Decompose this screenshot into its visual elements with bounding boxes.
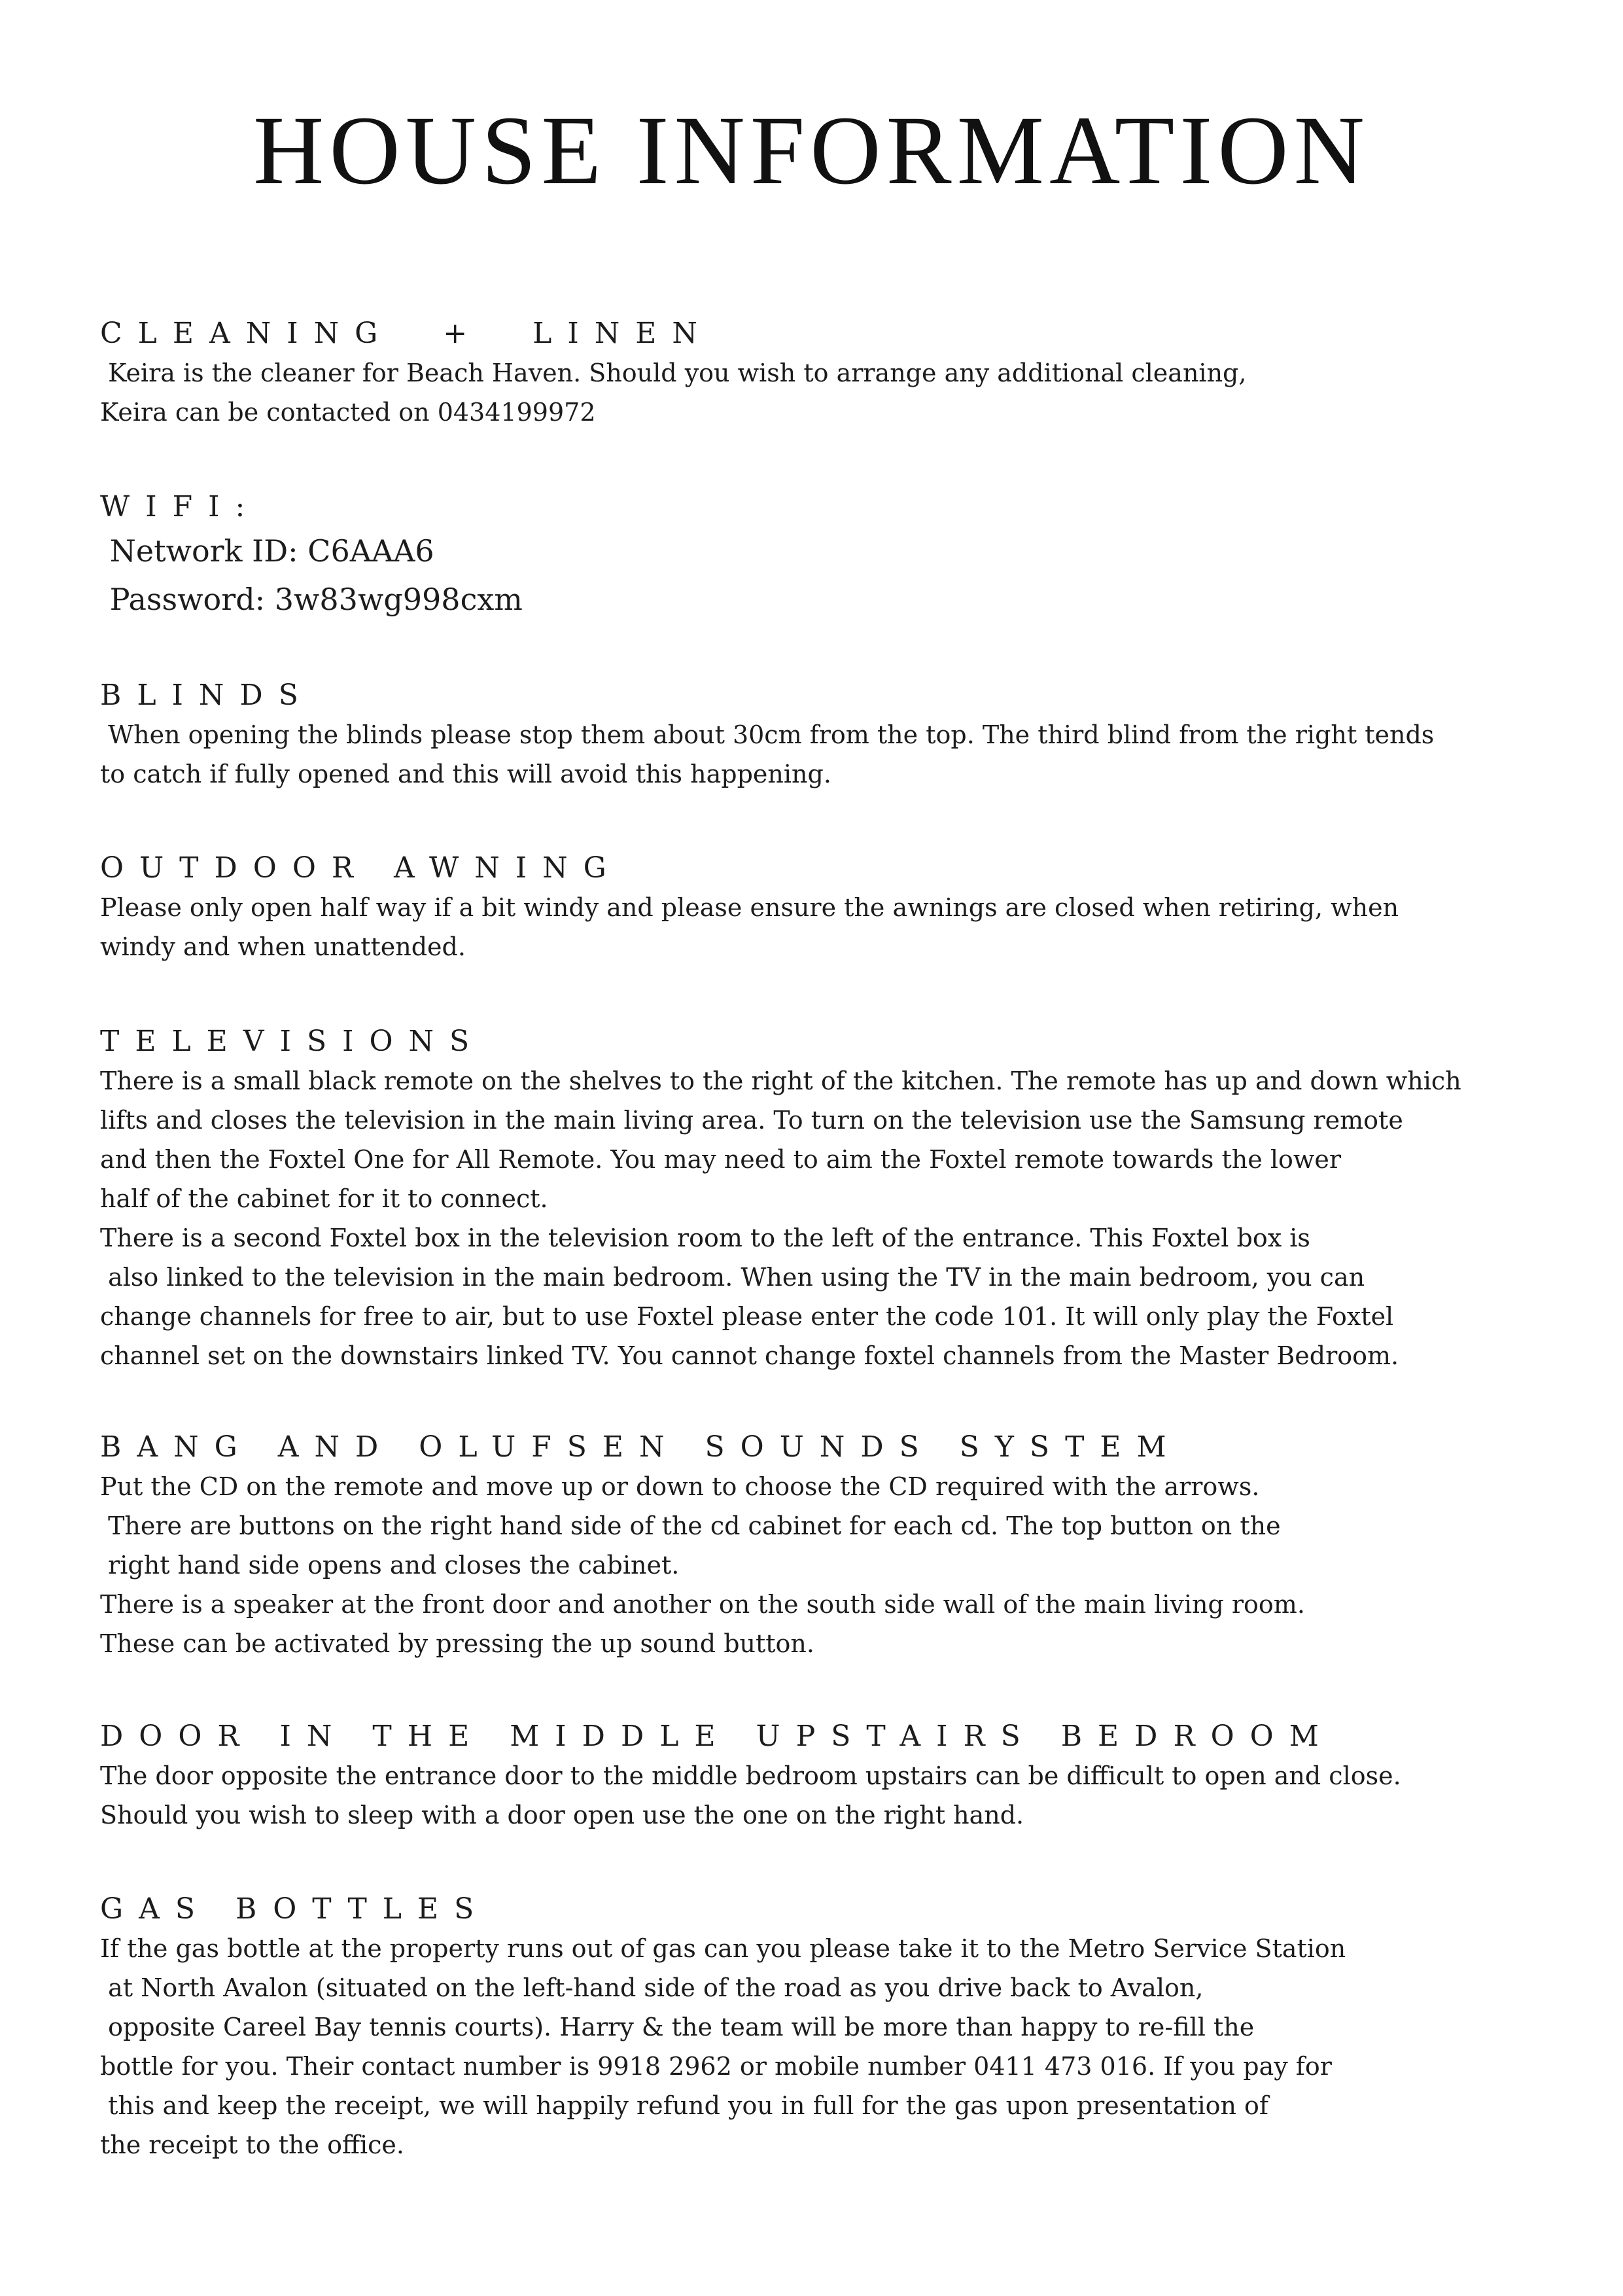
paragraph-line: There is a speaker at the front door and another on the south side wall of the main living room. bbox=[100, 1590, 1305, 1619]
section-bang-olufsen bbox=[100, 1428, 1572, 1663]
section-heading: BANG AND OLUFSEN SOUNDS SYSTEM bbox=[100, 1430, 1182, 1464]
paragraph-line: channel set on the downstairs linked TV. You cannot change foxtel channels from the Master Bedroom. bbox=[100, 1341, 1399, 1370]
paragraph-line: These can be activated by pressing the up sound button. bbox=[100, 1629, 814, 1658]
paragraph-line: right hand side opens and closes the cabinet. bbox=[100, 1551, 680, 1580]
section-wifi bbox=[100, 487, 1572, 624]
paragraph-line: windy and when unattended. bbox=[100, 932, 466, 961]
paragraph-line: There are buttons on the right hand side of the cd cabinet for each cd. The top button on the bbox=[100, 1511, 1281, 1540]
section-televisions bbox=[100, 1022, 1572, 1375]
page-title: HOUSE INFORMATION bbox=[253, 96, 1370, 205]
section-heading: DOOR IN THE MIDDLE UPSTAIRS BEDROOM bbox=[100, 1720, 1335, 1753]
paragraph-line: When opening the blinds please stop them about 30cm from the top. The third blind from the right tends bbox=[100, 720, 1435, 749]
section-heading: GAS BOTTLES bbox=[100, 1892, 490, 1926]
paragraph-line: the receipt to the office. bbox=[100, 2130, 404, 2159]
paragraph-line: to catch if fully opened and this will avoid this happening. bbox=[100, 760, 831, 788]
section-heading: WIFI: bbox=[100, 490, 261, 523]
paragraph-line: lifts and closes the television in the main living area. To turn on the television use the Samsung remote bbox=[100, 1106, 1403, 1135]
paragraph-line: If the gas bottle at the property runs out of gas can you please take it to the Metro Service Station bbox=[100, 1934, 1346, 1963]
paragraph-line: Keira is the cleaner for Beach Haven. Should you wish to arrange any additional cleaning, bbox=[100, 359, 1247, 387]
paragraph-line: Put the CD on the remote and move up or down to choose the CD required with the arrows. bbox=[100, 1472, 1260, 1501]
section-blinds bbox=[100, 676, 1572, 794]
paragraph-line: Please only open half way if a bit windy and please ensure the awnings are closed when retiring, when bbox=[100, 893, 1399, 922]
paragraph-line: The door opposite the entrance door to the middle bedroom upstairs can be difficult to open and close. bbox=[100, 1761, 1401, 1790]
paragraph-line: There is a second Foxtel box in the television room to the left of the entrance. This Foxtel box is bbox=[100, 1224, 1310, 1252]
paragraph-line: this and keep the receipt, we will happily refund you in full for the gas upon presentation of bbox=[100, 2091, 1268, 2120]
section-middle-bedroom-door bbox=[100, 1717, 1572, 1835]
paragraph-line: half of the cabinet for it to connect. bbox=[100, 1184, 548, 1213]
wifi-password: Password: 3w83wg998cxm bbox=[100, 582, 523, 617]
paragraph-line: and then the Foxtel One for All Remote. You may need to aim the Foxtel remote towards the lower bbox=[100, 1145, 1342, 1174]
section-gas-bottles bbox=[100, 1890, 1572, 2164]
paragraph-line: Should you wish to sleep with a door open use the one on the right hand. bbox=[100, 1801, 1024, 1829]
section-heading: TELEVISIONS bbox=[100, 1025, 485, 1058]
wifi-network-id: Network ID: C6AAA6 bbox=[100, 533, 434, 569]
paragraph-line: at North Avalon (situated on the left-hand side of the road as you drive back to Avalon, bbox=[100, 1973, 1204, 2002]
section-cleaning-linen bbox=[100, 314, 1572, 432]
paragraph-line: change channels for free to air, but to use Foxtel please enter the code 101. It will only play the Foxtel bbox=[100, 1302, 1394, 1331]
section-heading: CLEANING + LINEN bbox=[100, 317, 713, 350]
paragraph-line: bottle for you. Their contact number is 9918 2962 or mobile number 0411 473 016. If you pay for bbox=[100, 2052, 1332, 2081]
section-outdoor-awning bbox=[100, 849, 1572, 966]
section-heading: OUTDOOR AWNING bbox=[100, 851, 622, 885]
section-heading: BLINDS bbox=[100, 679, 314, 712]
paragraph-line: Keira can be contacted on 0434199972 bbox=[100, 398, 596, 427]
paragraph-line: opposite Careel Bay tennis courts). Harry & the team will be more than happy to re-fill the bbox=[100, 2013, 1255, 2041]
paragraph-line: also linked to the television in the main bedroom. When using the TV in the main bedroom, you can bbox=[100, 1263, 1365, 1292]
paragraph-line: There is a small black remote on the shelves to the right of the kitchen. The remote has up and down which bbox=[100, 1067, 1461, 1095]
